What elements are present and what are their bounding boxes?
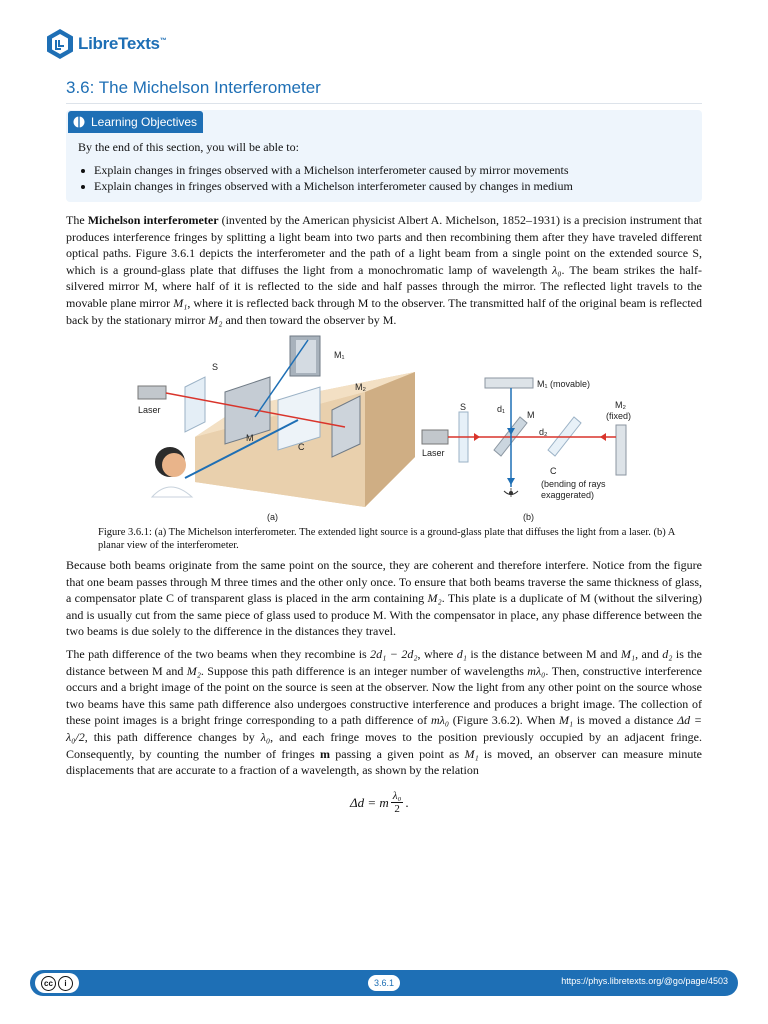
equation-end: . <box>405 794 409 810</box>
label-s-a: S <box>212 362 219 372</box>
equation-lhs: Δd = m <box>350 794 389 810</box>
label-bending-2: exaggerated) <box>541 490 595 500</box>
paragraph-coherence: Because both beams originate from the same point on the source, they are coherent and therefore interfere. Notice from the figure that one beam passes through M three times and the other only once. To ensure that both beams traverse the same thickness of glass, a compensator plate C of transparent glass is placed in the arm containing M₂. This plate is a duplicate of M (without the silvering) and is usually cut from the same piece of glass used to produce M. With the compensator in place, any phase difference between the two beams is due solely to the difference in the distances they travel. <box>66 558 702 639</box>
learning-objectives-intro: By the end of this section, you will be able to: <box>78 140 299 154</box>
puzzle-icon <box>73 116 85 128</box>
equation-fraction <box>391 790 404 815</box>
attribution-icon: i <box>58 976 73 991</box>
label-m2-b: M₂ <box>615 400 626 410</box>
term-michelson: Michelson interferometer <box>87 213 219 227</box>
equation-denominator: 2 <box>394 803 400 815</box>
label-laser-b: Laser <box>422 448 445 458</box>
label-m-a: M <box>246 433 254 443</box>
learning-objectives-label: Learning Objectives <box>91 115 198 129</box>
list-item: Explain changes in fringes observed with a Michelson interferometer caused by changes in medium <box>78 178 573 194</box>
label-m2-a: M₂ <box>355 382 366 392</box>
label-d2-b: d₂ <box>539 427 548 437</box>
figure-caption: Figure 3.6.1: (a) The Michelson interferometer. The extended light source is a ground-glass plate that diffuses the light from a laser. (b) A planar view of the interferometer. <box>98 527 675 551</box>
panel-a-illustration <box>138 336 415 507</box>
label-s-b: S <box>460 402 467 412</box>
label-m-b: M <box>527 410 535 420</box>
cc-license-badge[interactable] <box>35 973 79 993</box>
site-header <box>46 26 166 62</box>
label-d1-b: d₁ <box>497 404 506 414</box>
logo-text[interactable]: LibreTexts™ <box>78 34 167 53</box>
label-laser-a: Laser <box>138 405 161 415</box>
learning-objectives-box <box>66 110 702 202</box>
page-url-link[interactable]: https://phys.libretexts.org/@go/page/4503 <box>561 976 728 986</box>
label-m1-b: M₁ (movable) <box>537 379 591 389</box>
page-number: 3.6.1 <box>368 975 400 991</box>
label-m1-a: M₁ <box>334 350 345 360</box>
page-footer <box>30 970 738 996</box>
learning-objectives-tab <box>68 111 203 133</box>
equation-numerator: λ₀ <box>392 790 402 802</box>
cc-icon: cc <box>41 976 56 991</box>
label-c-a: C <box>298 442 305 452</box>
paragraph-intro: The Michelson interferometer (invented by the American physicist Albert A. Michelson, 1852–1931) is a precision instrument that produces interference fringes by splitting a light beam into two parts and then recombining them after they have traveled different optical paths. Figure 3.6.1 depicts the interferometer and the path of a light beam from a single point on the extended source S, which is a ground-glass plate that diffuses the light from a monochromatic lamp of wavelength λ₀. The beam strikes the half-silvered mirror M, where half of it is reflected to the side and half passes through the mirror. The reflected light travels to the movable plane mirror M₁, where it is reflected back through M to the observer. The transmitted half of the original beam is reflected back by the stationary mirror M₂ and then toward the observer by M. <box>66 213 703 327</box>
label-panel-a: (a) <box>267 512 278 522</box>
page-title: 3.6: The Michelson Interferometer <box>66 78 702 104</box>
learning-objectives-list <box>78 162 573 194</box>
libretexts-logo-icon <box>46 28 74 60</box>
label-fixed-b: (fixed) <box>606 411 632 421</box>
figure-illustration <box>130 332 650 522</box>
label-c-b: C <box>550 466 557 476</box>
equation-displacement <box>350 790 409 815</box>
label-panel-b: (b) <box>523 512 534 522</box>
label-bending-1: (bending of rays <box>541 479 606 489</box>
list-item: Explain changes in fringes observed with a Michelson interferometer caused by mirror movements <box>78 162 573 178</box>
paragraph-path-difference: The path difference of the two beams when they recombine is 2d₁ − 2d₂, where d₁ is the distance between M and M₁, and d₂ is the distance between M and M₂. Suppose this path difference is an integer number of wavelengths mλ₀. Then, constructive interference occurs and a bright image of the point on the source is seen at the observer. Now the light from any other point on the source whose two beams have this same path difference also undergoes constructive interference and produces a bright image. The collection of these point images is a bright fringe corresponding to a path difference of mλ₀ (Figure 3.6.2). When M₁ is moved a distance Δd = λ₀/2, this path difference changes by λ₀, and each fringe moves to the position previously occupied by an adjacent fringe. Consequently, by counting the number of fringes m passing a given point as M₁ is moved, an observer can measure minute displacements that are accurate to a fraction of a wavelength, as shown by the relation <box>66 647 703 778</box>
figure-michelson <box>130 332 650 522</box>
